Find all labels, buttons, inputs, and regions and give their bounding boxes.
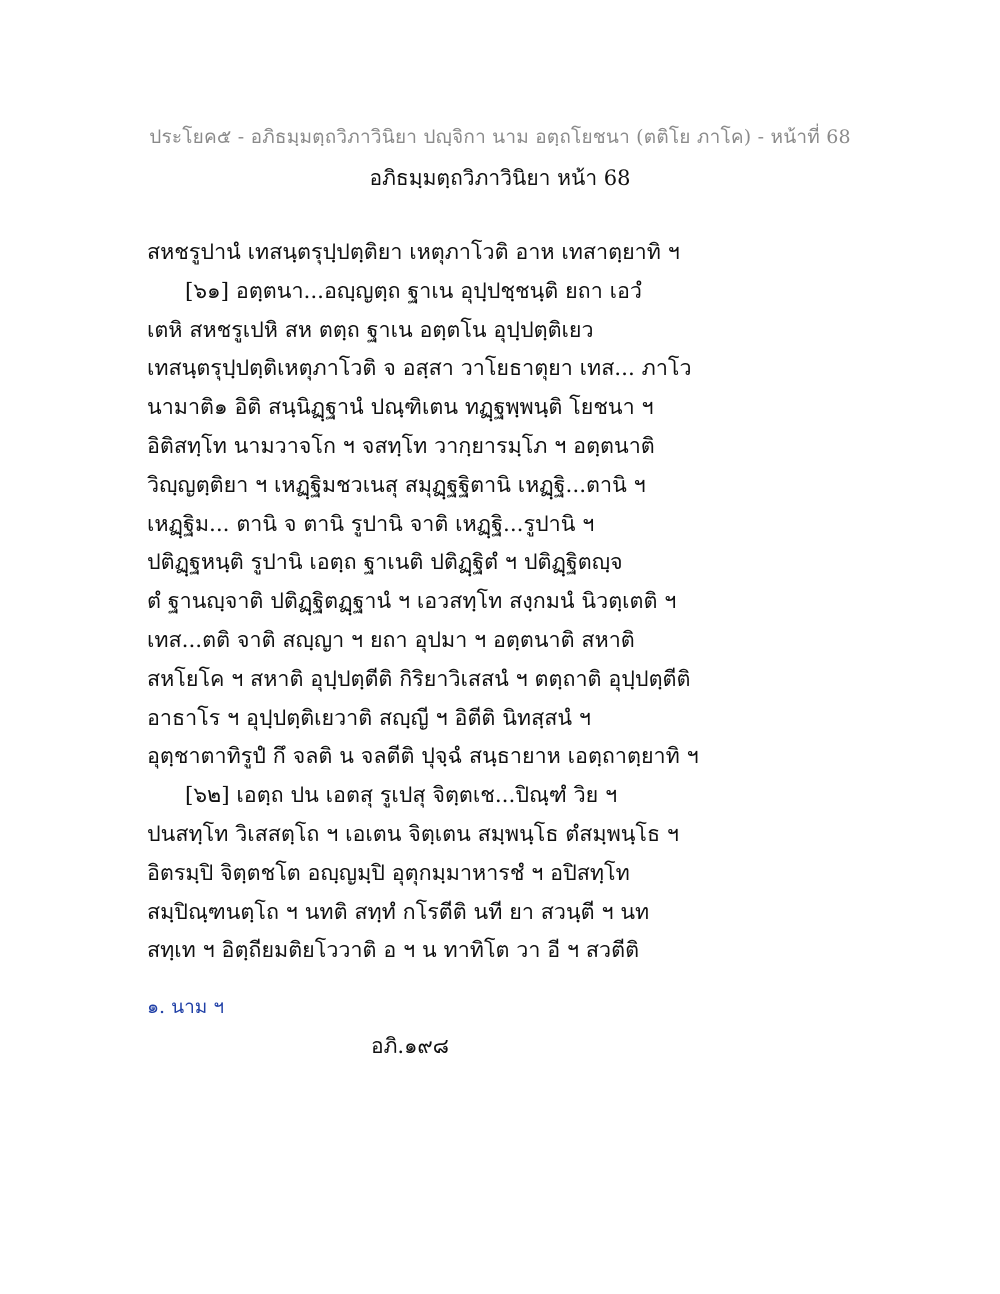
text-line-paragraph-61: [๖๑] อตฺตนา...อญฺญตฺถ ฐาเน อุปฺปชฺชนฺติ ยถา เอวํ — [185, 278, 642, 304]
footnote: ๑. นาม ฯ — [147, 996, 225, 1018]
text-line: เหฏฺฐิม... ตานิ จ ตานิ รูปานิ จาติ เหฏฺฐิ...รูปานิ ฯ — [147, 511, 595, 537]
text-line: อุตฺชาตาทิรูปํ กึ จลติ น จลตีติ ปุจฺฉํ สนฺธายาห เอตฺถาตฺยาทิ ฯ — [147, 744, 699, 770]
text-line: ปติฏฺฐหนฺติ รูปานิ เอตฺถ ฐาเนติ ปติฏฺฐิตํ ฯ ปติฏฺฐิตญฺจ — [147, 550, 623, 576]
text-line: ปนสทฺโท วิเสสตฺโถ ฯ เอเตน จิตฺเตน สมฺพนฺโธ ตํสมฺพนฺโธ ฯ — [147, 821, 680, 847]
text-line: นามาติ๑ อิติ สนฺนิฏฺฐานํ ปณฺฑิเตน ทฏฺฐพฺพนฺติ โยชนา ฯ — [147, 395, 654, 421]
body-text — [147, 234, 867, 971]
text-line: สหชรูปานํ เทสนฺตรุปฺปตฺติยา เหตุภาโวติ อาห เทสาตฺยาทิ ฯ — [147, 240, 680, 265]
text-line: ตํ ฐานญฺจาติ ปติฏฺฐิตฏฺฐานํ ฯ เอวสทฺโท สงฺกมนํ นิวตฺเตติ ฯ — [147, 589, 677, 615]
text-line: อิตรมฺปิ จิตฺตชโต อญฺญมฺปิ อุตุกมฺมาหารชํ ฯ อปิสทฺโท — [147, 860, 630, 886]
text-line: อาธาโร ฯ อุปฺปตฺติเยวาติ สญฺญี ฯ อิตีติ นิทสฺสนํ ฯ — [147, 705, 591, 731]
running-header: ประโยค๕ - อภิธมฺมตฺถวิภาวินิยา ปญฺจิกา นาม อตฺถโยชนา (ตติโย ภาโค) - หน้าที่ 68 — [149, 126, 851, 148]
text-line: วิญฺญตฺติยา ฯ เหฏฺฐิมชวเนสุ สมุฏฺฐฐิตานิ เหฏฺฐิ...ตานิ ฯ — [147, 472, 646, 498]
text-line: เทสนฺตรุปฺปตฺติเหตุภาโวติ จ อสฺสา วาโยธาตุยา เทส... ภาโว — [147, 356, 692, 382]
text-line: สทฺเท ฯ อิตฺถียมติยโววาติ อ ฯ น ทาทิโต วา อี ฯ สวตีติ — [147, 938, 640, 964]
page-title: อภิธมฺมตฺถวิภาวินิยา หน้า 68 — [369, 166, 631, 190]
text-line: สหโยโค ฯ สหาติ อุปฺปตฺตีติ กิริยาวิเสสนํ ฯ ตตฺถาติ อุปฺปตฺตีติ — [147, 666, 691, 692]
page-reference: อภิ.๑๙๘ — [370, 1034, 450, 1058]
text-line: อิติสทฺโท นามวาจโก ฯ จสทฺโท วากฺยารมฺโภ ฯ อตฺตนาติ — [147, 433, 655, 459]
text-line: สมฺปิณฺฑนตฺโถ ฯ นทติ สทฺทํ กโรตีติ นที ยา สวนฺตี ฯ นท — [147, 899, 650, 925]
text-line: เตหิ สหชรูเปหิ สห ตตฺถ ฐาเน อตฺตโน อุปฺปตฺติเยว — [147, 317, 594, 343]
text-line: เทส...ตติ จาติ สญฺญา ฯ ยถา อุปมา ฯ อตฺตนาติ สหาติ — [147, 627, 635, 653]
text-line-paragraph-62: [๖๒] เอตฺถ ปน เอตสุ รูเปสุ จิตฺตเช...ปิณฺฑํ วิย ฯ — [185, 783, 618, 809]
